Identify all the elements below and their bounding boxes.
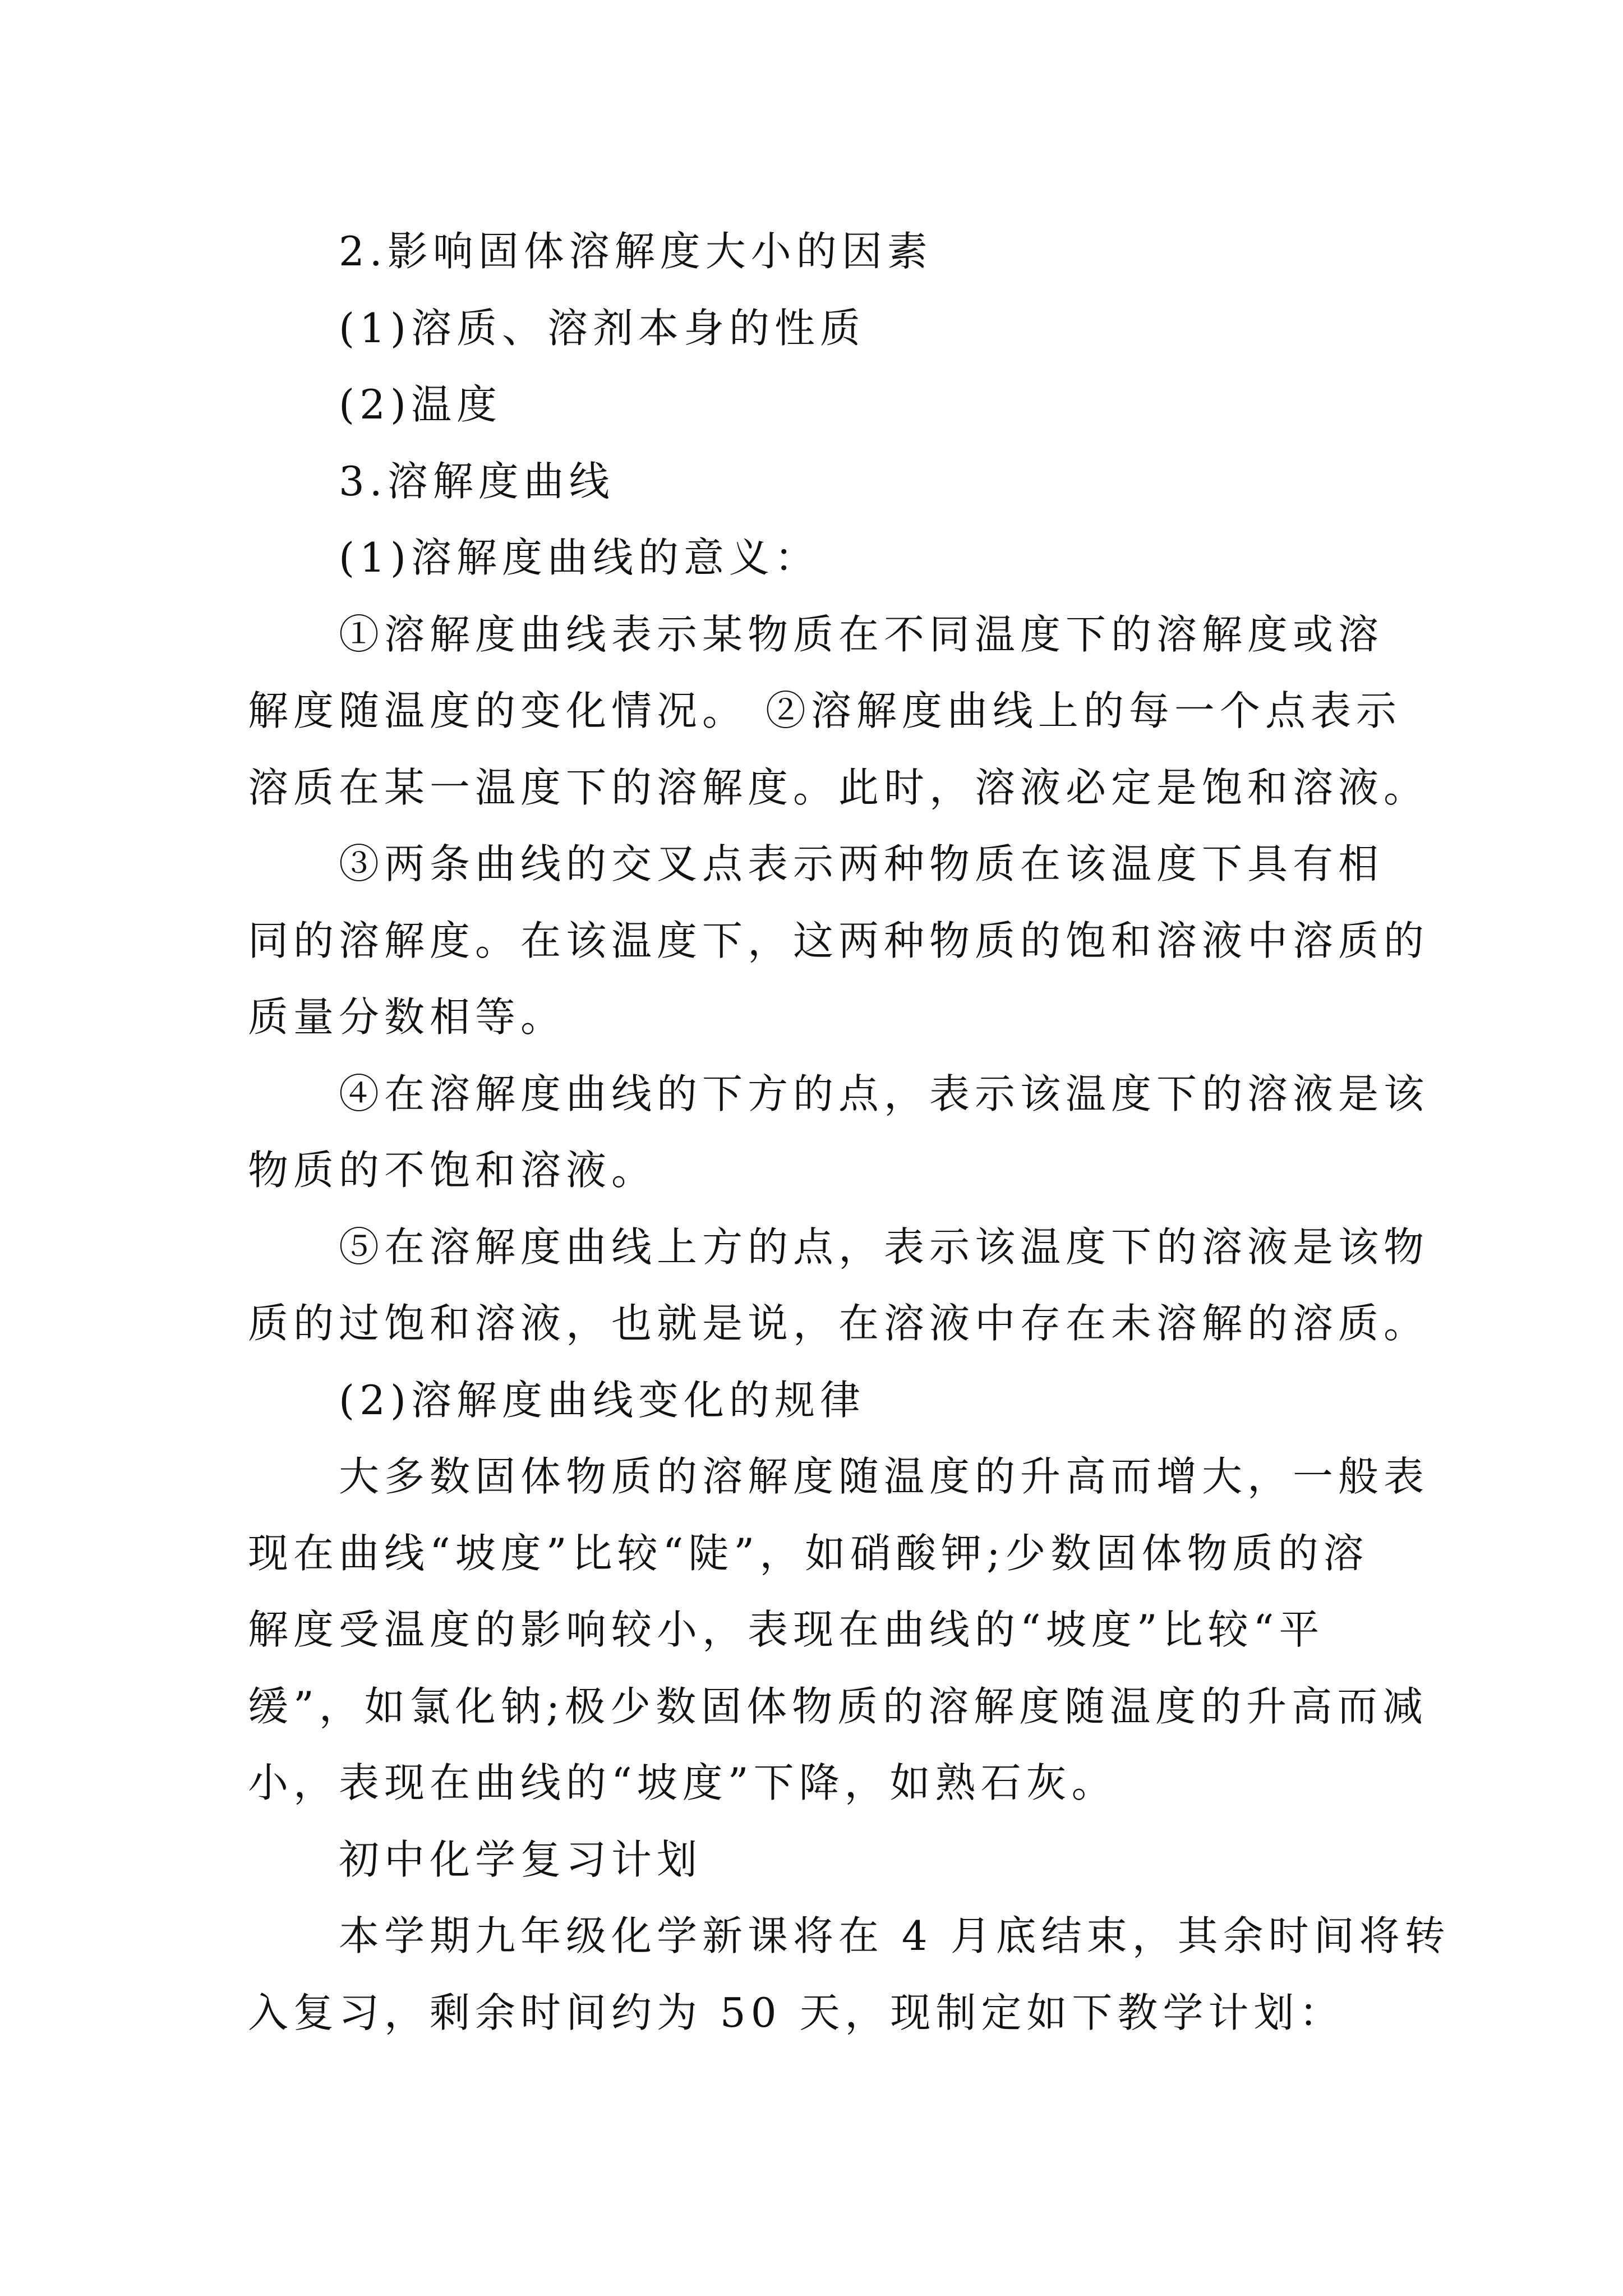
text-line: 大多数固体物质的溶解度随温度的升高而增大，一般表 <box>339 1453 1430 1500</box>
text-line: ③两条曲线的交叉点表示两种物质在该温度下具有相 <box>339 840 1384 887</box>
text-line: (2)温度 <box>339 381 502 428</box>
document-page <box>248 213 1450 2051</box>
text-line: 质量分数相等。 <box>248 993 566 1041</box>
text-line: 小，表现在曲线的“坡度”下降，如熟石灰。 <box>248 1759 1117 1806</box>
text-line: 2.影响固体溶解度大小的因素 <box>339 228 933 275</box>
text-line: (2)溶解度曲线变化的规律 <box>339 1376 865 1424</box>
text-line: ⑤在溶解度曲线上方的点，表示该温度下的溶液是该物 <box>339 1223 1430 1271</box>
text-line: ④在溶解度曲线的下方的点，表示该温度下的溶液是该 <box>339 1070 1430 1117</box>
text-line: 解度受温度的影响较小，表现在曲线的“坡度”比较“平 <box>248 1606 1325 1653</box>
text-line: ①溶解度曲线表示某物质在不同温度下的溶解度或溶 <box>339 610 1384 658</box>
text-line: 同的溶解度。在该温度下，这两种物质的饱和溶液中溶质的 <box>248 917 1430 964</box>
text-line: 初中化学复习计划 <box>339 1835 703 1883</box>
text-line: 缓”，如氯化钠;极少数固体物质的溶解度随温度的升高而减 <box>248 1682 1428 1730</box>
text-line: 质的过饱和溶液，也就是说，在溶液中存在未溶解的溶质。 <box>248 1300 1430 1347</box>
text-line: (1)溶质、溶剂本身的性质 <box>339 304 865 352</box>
text-line: 物质的不饱和溶液。 <box>248 1147 657 1194</box>
text-line: 溶质在某一温度下的溶解度。此时，溶液必定是饱和溶液。 <box>248 763 1430 811</box>
text-line: 本学期九年级化学新课将在 4 月底结束，其余时间将转 <box>339 1912 1450 1959</box>
text-line: 入复习，剩余时间约为 50 天，现制定如下教学计划： <box>248 1989 1345 2036</box>
text-line: 3.溶解度曲线 <box>339 457 615 505</box>
text-line: (1)溶解度曲线的意义： <box>339 534 820 581</box>
text-line: 解度随温度的变化情况。 ②溶解度曲线上的每一个点表示 <box>248 687 1401 734</box>
text-line: 现在曲线“坡度”比较“陡”，如硝酸钾;少数固体物质的溶 <box>248 1529 1369 1577</box>
